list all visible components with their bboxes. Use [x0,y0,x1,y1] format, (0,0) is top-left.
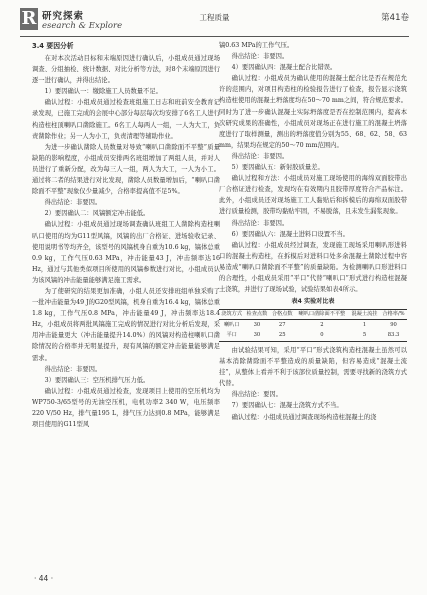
table-cell: 喇叭口 [223,321,240,328]
column-title-cn: 研究探索 [42,11,85,22]
table-header-cell: 浇筑方式 [219,310,244,320]
table-cell: 90 [390,321,397,328]
page-header [20,6,409,37]
section-heading: 3.4 要因分析 [32,42,74,50]
paragraph: 2）要因确认二：风镐额定冲击能低。 [44,210,150,218]
paragraph: 7）要因确认七：混凝土浇筑方式不当。 [231,402,343,410]
paragraph: 确认过程：小组成员通过调查现场构造柱混凝土的浇 [231,413,377,421]
table-cell: 30 [253,332,261,339]
volume-number: 第41卷 [381,13,409,23]
paragraph: 确认过程和方法：小组成员对施工现场使用的海绵双面胶带出厂合格证进行检查，发现均在有效期内且胶带厚度符合产品标注。此外，小组成员还对现场施工工人黏贴后和拆模后的海绵双面胶带进行质量检测，胶带均黏贴牢固，不易脱落，且未发生漏浆现象。 [219,175,407,216]
paragraph: 确认过程：小组成员经过调查，发现施工现场采用喇叭形进料口的混凝土构造柱，在拆模后对进料口处多余混凝土凿除过程中容易造成“喇叭口凿除面不平整”的质量缺陷。为检测喇叭口形进料口的合理性，小组成员采用“平口”代替“喇叭口”形式进行构造柱混凝土浇筑，并进行了现场试验，试验结果如表4所示。 [219,241,407,294]
table-header-cell: 合格点数 [270,310,295,320]
paragraph: 得出结论：非要因。 [44,199,102,207]
table-header-cell: 合格率/% [380,310,407,320]
table-cell: 1 [362,321,367,328]
journal-logo-mark: R [21,8,37,29]
table-row [219,330,407,341]
paragraph: 得出结论：非要因。 [44,365,102,373]
left-column [32,40,220,430]
paragraph: 4）要因确认四：混凝土配合比错误。 [231,64,337,72]
paragraph: 在对本次活动目标和末端原因进行确认后，小组成员通过现场调查、分组抽检、统计数据、对比分析等方法，对8个末端原因进行逐一进行确认，并得出结论。 [32,55,220,85]
table-cell: 83.3 [387,332,400,339]
table-cell: 2 [320,321,324,328]
paragraph: 确认过程：小组成员通过现场调查确认班组工人凿除构造柱喇叭口使用的均为G11型风镐，风镐的出厂合格证、进场验收记录、使用说明书等均齐全，该型号的风镐机身自重为10.6 kg，镐体总重0.9 kg，工作气压0.63 MPa，冲击能量43 J，冲击频率达16 Hz，通过与其他类似项目所使用的风镐参数进行对比，小组成员认为该风镐的冲击能量能够满足施工需求。 [32,221,220,284]
paragraph: 得出结论：非要因。 [231,53,289,61]
table-cell: 5 [362,332,367,339]
table-header-cell: 混凝土流挂 [349,310,380,320]
table-caption: 表4 实验对比表 [291,298,335,306]
table-cell: 27 [278,321,286,328]
paragraph: 确认过程：小组成员通过检查，发现项目上使用的空压机均为WP750-3/65型号的无油空压机，电机功率2 340 W，电压频率220 V/50 Hz，排气量195 L，排气压力达到0.8 MPa，能够满足项目使用的G11型风 [32,387,220,429]
table-cell: 平口 [226,332,237,339]
paragraph: 得出结论：要因。 [231,391,282,399]
column-title-en: esearch & Explore [42,21,123,31]
paragraph: 得出结论：非要因。 [231,219,289,227]
paragraph: 由试验结果可知，采用“平口”形式浇筑构造柱混凝土虽然可以基本消除凿除面不平整造成的质量缺陷，但容易造成“混凝土流挂”，从整体上看并不利于该部位质量控制，需要寻找新的浇筑方式代替。 [219,346,407,388]
paragraph: 6）要因确认六：混凝土进料口设置不当。 [231,230,349,238]
table-header-cell: 检查点数 [244,310,269,320]
table-cell: 25 [278,332,286,339]
page-number: · 44 · [34,574,54,583]
table-cell: 30 [253,321,261,328]
paragraph: 确认过程：小组成员为确认使用的混凝土配合比是否在规范允许的范围内，对项目构造柱的检验报告进行了检查，报告显示浇筑构造柱使用的混凝土坍落度均在50～70 mm之间，符合规范要求。同时为了进一步确认混凝土实际坍落度是否在控制范围内，提高本次研究成果的准确性，小组成员对现场正在进行施工的混凝土坍落度进行了取样测量，测出的坍落度值分别为55、68、62、58、63 mm，结果均在规定的50～70 mm范围内。 [219,75,407,149]
paragraph: 为进一步确认凿除人员数量对导致“喇叭口凿除面不平整”质量缺陷的影响程度，小组成员安排两名班组增加了两组人员，并对人员进行了重新分配，改为每三人一组，两人为大工，一人为小工。通过将二者的结果进行对比发现，凿除人员数量增加后，“喇叭口凿除面不平整”现象仅少量减少，合格率提高值不足5%。 [32,143,220,196]
right-column [219,40,407,423]
paragraph: 镐0.63 MPa的工作气压。 [219,42,294,49]
paragraph: 5）要因确认五：新射胶质量差。 [231,164,324,172]
table-header-row [219,310,407,320]
journal-name: 工程质量 [199,13,230,22]
paragraph: 得出结论：非要因。 [231,152,289,160]
paragraph: 1）要因确认一：缴除施工人员数量不足。 [44,88,162,96]
paragraph: 确认过程：小组成员通过检查班组施工日志和班前安全教育记录发现，已施工完成的会展中心部分每层每次均安排了6名工人进行构造柱柱顶喇叭口凿除施工。6名工人每两人一组，一人为大工，负责凿除作业；另一人为小工，负责清理等辅助作业。 [32,99,220,140]
comparison-table [219,309,407,342]
table-row [219,319,407,330]
table-header-cell: 喇叭口凿除面不平整 [295,310,349,320]
paragraph: 3）要因确认三：空压机排气压力低。 [44,376,150,384]
table-cell: 0 [320,332,324,339]
paragraph: 为了使研究的结果更加准确，小组人员还安排班组单独采购了一批冲击能量为49 J的G20型风镐，机身自重为16.4 kg，镐体总重1.8 kg，工作气压0.8 MPa，冲击能量49 J，冲击频率达18.4 Hz，小组成员将两批风镐施工完成的情况进行对比分析后发现，采用冲击能量更大（冲击能量提升14.0%）的风镐对构造柱喇叭口凿除情况的合格率并无明显提升，现有风镐的额定冲击能量能够满足需求。 [32,287,220,362]
